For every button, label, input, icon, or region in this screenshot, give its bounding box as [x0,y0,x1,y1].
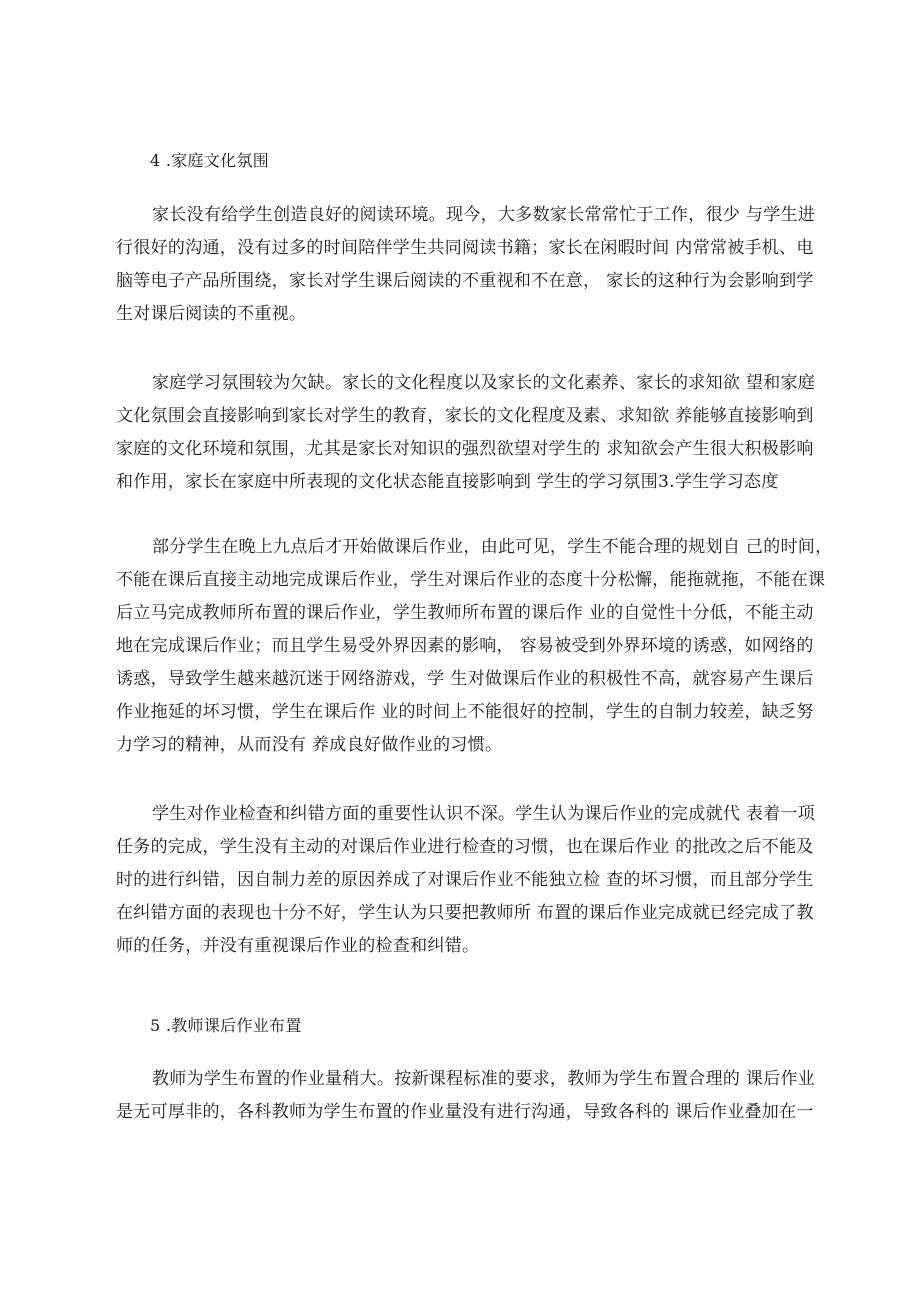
paragraph-line: 诱惑，导致学生越来越沉迷于网络游戏，学 生对做课后作业的积极性不高，就容易产生课后 [116,669,814,689]
paragraph-line: 力学习的精神，从而没有 养成良好做作业的习惯。 [116,735,503,755]
paragraph-homework-amount [116,1063,816,1129]
paragraph-reading-environment [116,199,816,331]
paragraph-line: 生对课后阅读的不重视。 [116,304,307,324]
paragraph-line: 师的任务，并没有重视课后作业的检查和纠错。 [116,936,480,956]
paragraph-family-atmosphere [116,367,816,499]
paragraph-line: 时的进行纠错，因自制力差的原因养成了对课后作业不能独立检 查的坏习惯，而且部分学生 [116,870,814,890]
paragraph-line: 和作用，家长在家庭中所表现的文化状态能直接影响到 学生的学习氛围3.学生学习态度 [116,472,779,492]
paragraph-line: 学生对作业检查和纠错方面的重要性认识不深。学生认为课后作业的完成就代 表着一项 [152,804,816,824]
heading-text: 4 .家庭文化氛围 [150,151,270,170]
paragraph-line: 后立马完成教师所布置的课后作业，学生教师所布置的课后作 业的自觉性十分低，不能主动 [116,603,814,623]
paragraph-line: 地在完成课后作业；而且学生易受外界因素的影响， 容易被受到外界环境的诱惑，如网络的 [116,636,814,656]
paragraph-line: 任务的完成，学生没有主动的对课后作业进行检查的习惯，也在课后作业 的批改之后不能及 [116,837,814,857]
paragraph-line: 是无可厚非的，各科教师为学生布置的作业量没有进行沟通，导致各科的 课后作业叠加在一 [116,1102,814,1122]
paragraph-line: 家庭学习氛围较为欠缺。家长的文化程度以及家长的文化素养、家长的求知欲 望和家庭 [152,373,816,393]
paragraph-line: 脑等电子产品所围绕，家长对学生课后阅读的不重视和不在意， 家长的这种行为会影响到学 [116,271,814,291]
paragraph-line: 部分学生在晚上九点后才开始做课后作业，由此可见，学生不能合理的规划自 己的时间， [152,537,833,557]
section-heading-4 [116,146,816,176]
paragraph-line: 行很好的沟通，没有过多的时间陪伴学生共同阅读书籍；家长在闲暇时间 内常常被手机、电 [116,238,814,258]
paragraph-line: 作业拖延的坏习惯，学生在课后作 业的时间上不能很好的控制，学生的自制力较差，缺乏努 [116,702,814,722]
heading-text: 5 .教师课后作业布置 [150,1016,302,1035]
paragraph-line: 家长没有给学生创造良好的阅读环境。现今，大多数家长常常忙于工作，很少 与学生进 [152,205,816,225]
paragraph-error-checking [116,798,816,963]
paragraph-line: 不能在课后直接主动地完成课后作业，学生对课后作业的态度十分松懈，能拖就拖，不能在课 [116,570,826,590]
section-heading-5 [116,1011,816,1041]
paragraph-line: 在纠错方面的表现也十分不好，学生认为只要把教师所 布置的课后作业完成就已经完成了教 [116,903,814,923]
paragraph-study-attitude [116,531,833,762]
paragraph-line: 文化氛围会直接影响到家长对学生的教育，家长的文化程度及素、求知欲 养能够直接影响到 [116,406,814,426]
paragraph-line: 家庭的文化环境和氛围，尤其是家长对知识的强烈欲望对学生的 求知欲会产生很大积极影响 [116,439,814,459]
paragraph-line: 教师为学生布置的作业量稍大。按新课程标准的要求，教师为学生布置合理的 课后作业 [152,1069,816,1089]
